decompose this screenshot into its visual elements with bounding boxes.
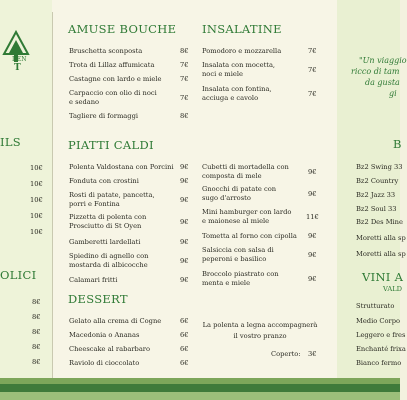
- left-price: 10€: [30, 228, 43, 236]
- logo-text-1: DEN: [12, 56, 27, 63]
- menu-item-name: Raviolo di cioccolato: [69, 359, 140, 367]
- menu-item-price: 6€: [180, 317, 189, 325]
- left-price: 10€: [30, 180, 43, 188]
- beer-item: Bz2 Swing 33: [356, 163, 403, 171]
- polenta-note-line1: La polenta a legna accompagnerà: [202, 321, 318, 329]
- menu-item-name: Cubetti di mortadella con composta di mele: [202, 163, 289, 180]
- menu-item-price: 7€: [180, 94, 189, 102]
- beer-item: Bz2 Des Mine: [356, 218, 403, 226]
- menu-item-price: 9€: [308, 168, 317, 176]
- beer-item: Moretti alla sp: [356, 250, 406, 258]
- left-price: 8€: [32, 358, 41, 366]
- menu-item-price: 7€: [308, 66, 317, 74]
- quote-line-2: ricco di tam: [351, 67, 400, 76]
- menu-item-name: Pomodoro e mozzarella: [202, 47, 282, 55]
- left-price: 8€: [32, 313, 41, 321]
- right-section-2-title: VINI A: [362, 270, 404, 284]
- menu-item-name: Salsiccia con salsa di peperoni e basilico: [202, 246, 274, 263]
- menu-item-price: 9€: [308, 190, 317, 198]
- menu-item-price: 7€: [180, 75, 189, 83]
- panel-divider: [52, 12, 53, 382]
- wine-item: Leggero e fres: [356, 331, 406, 339]
- logo-text-2: T: [14, 63, 21, 73]
- polenta-note-line2: il vostro pranzo: [233, 332, 287, 340]
- footer-band-dark: [0, 384, 400, 392]
- quote-line-4: gi: [389, 89, 397, 98]
- menu-item-price: 9€: [180, 196, 189, 204]
- menu-item-price: 6€: [180, 359, 189, 367]
- menu-item-name: Broccolo piastrato con menta e miele: [202, 270, 279, 287]
- menu-item-price: 9€: [308, 232, 317, 240]
- quote-line-3: da gusta: [365, 78, 400, 87]
- menu-item-price: 9€: [180, 276, 189, 284]
- menu-item-name: Pizzetta di polenta con Prosciutto di St Oyen: [69, 213, 147, 230]
- menu-item-name: Rosti di patate, pancetta, porri e Fontina: [69, 191, 155, 208]
- right-section-1-title: B: [393, 137, 402, 151]
- menu-item-price: 9€: [308, 275, 317, 283]
- menu-item-name: Castagne con lardo e miele: [69, 75, 162, 83]
- insalatine-title: INSALATINE: [202, 22, 282, 36]
- menu-item-price: 9€: [180, 257, 189, 265]
- menu-item-name: Calamari fritti: [69, 276, 118, 284]
- menu-item-price: 9€: [308, 251, 317, 259]
- menu-item-name: Cheescake al rabarbaro: [69, 345, 151, 353]
- beer-item: Bz2 Country: [356, 177, 399, 185]
- beer-item: Moretti alla sp: [356, 234, 406, 242]
- menu-item-price: 7€: [180, 61, 189, 69]
- menu-item-name: Trota di Lillaz affumicata: [69, 61, 155, 69]
- right-menu-panel: [337, 0, 407, 400]
- menu-item-price: 8€: [180, 112, 189, 120]
- wine-item: Strutturato: [356, 302, 395, 310]
- menu-item-name: Mini hamburger con lardo e maionese al miele: [202, 208, 292, 225]
- menu-item-price: 7€: [308, 47, 317, 55]
- coperto-price: 3€: [308, 350, 317, 358]
- left-price: 10€: [30, 164, 43, 172]
- menu-item-price: 9€: [180, 163, 189, 171]
- menu-item-name: Tagliere di formaggi: [69, 112, 138, 120]
- menu-item-name: Gelato alla crema di Cogne: [69, 317, 162, 325]
- menu-item-name: Spiedino di agnello con mostarda di albicocche: [69, 252, 149, 269]
- left-price: 8€: [32, 343, 41, 351]
- menu-item-name: Polenta Valdostana con Porcini: [69, 163, 174, 171]
- wine-item: Enchanté frixa: [356, 345, 406, 353]
- menu-item-name: Insalata con mocetta, noci e miele: [202, 61, 276, 78]
- menu-item-price: 9€: [180, 238, 189, 246]
- piatti-caldi-title: PIATTI CALDI: [68, 138, 154, 152]
- menu-item-name: Fonduta con crostini: [69, 177, 139, 185]
- amuse-bouche-title: AMUSE BOUCHE: [68, 22, 177, 36]
- menu-item-price: 7€: [308, 90, 317, 98]
- menu-item-price: 9€: [180, 177, 189, 185]
- menu-item-name: Bruschetta sconposta: [69, 47, 143, 55]
- menu-item-price: 8€: [180, 47, 189, 55]
- menu-item-name: Macedonia o Ananas: [69, 331, 140, 339]
- menu-item-price: 9€: [180, 218, 189, 226]
- quote-line-1: "Un viaggio: [359, 56, 407, 65]
- left-price: 8€: [32, 328, 41, 336]
- right-section-2-subtitle: VALD: [383, 285, 403, 293]
- menu-item-name: Gamberetti lardellati: [69, 238, 141, 246]
- left-price: 10€: [30, 196, 43, 204]
- beer-item: Bz2 Jazz 33: [356, 191, 396, 199]
- menu-item-name: Insalata con fontina, acciuga e cavolo: [202, 85, 272, 102]
- left-price: 10€: [30, 212, 43, 220]
- left-menu-panel: [0, 0, 52, 400]
- coperto-label: Coperto:: [271, 350, 301, 358]
- menu-item-price: 11€: [306, 213, 319, 221]
- menu-item-name: Carpaccio con olio di noci e sedano: [69, 89, 157, 106]
- left-price: 8€: [32, 298, 41, 306]
- dessert-title: DESSERT: [68, 292, 128, 306]
- footer-band-pale: [0, 392, 400, 400]
- left-section-1-title: ILS: [0, 135, 21, 149]
- menu-item-name: Tometta al forno con cipolla: [202, 232, 297, 240]
- beer-item: Bz2 Soul 33: [356, 205, 397, 213]
- wine-item: Bianco fermo: [356, 359, 402, 367]
- wine-item: Medio Corpo: [356, 317, 401, 325]
- menu-item-price: 6€: [180, 331, 189, 339]
- menu-item-price: 6€: [180, 345, 189, 353]
- menu-item-name: Gnocchi di patate con sugo d'arrosto: [202, 185, 277, 202]
- left-section-2-title: OLICI: [0, 268, 37, 282]
